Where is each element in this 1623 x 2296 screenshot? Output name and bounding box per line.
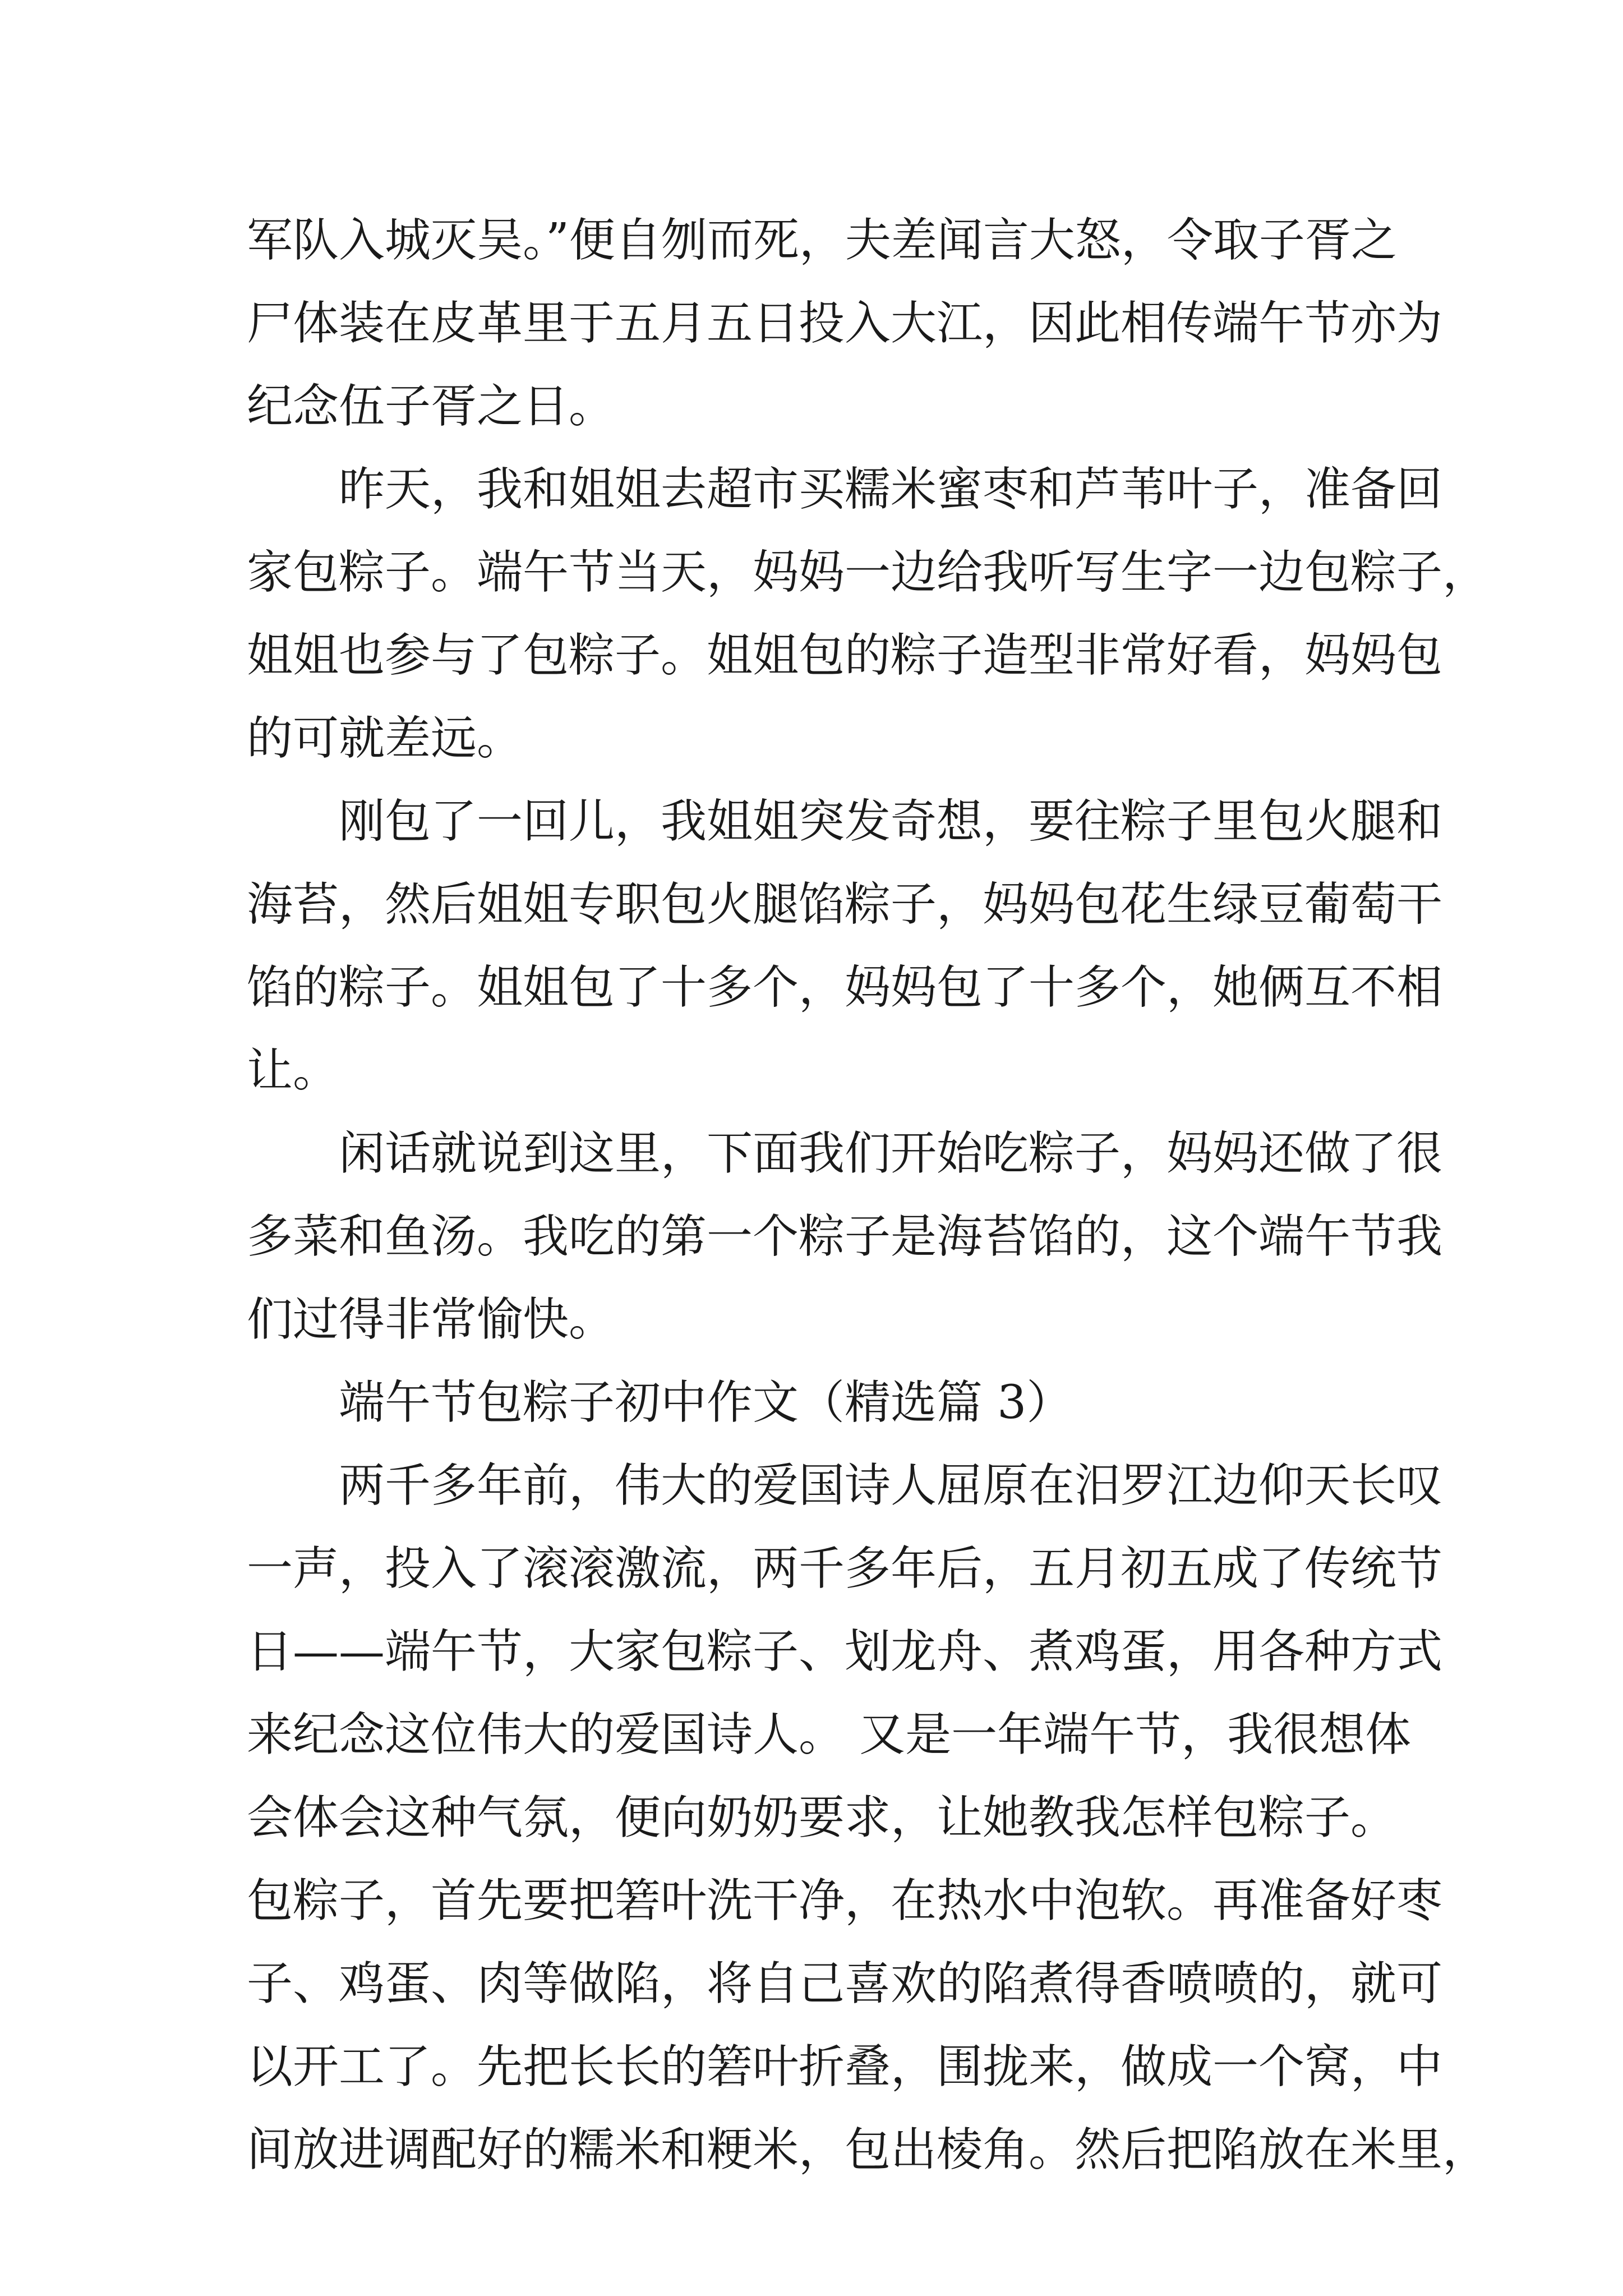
text-line: 两千多年前，伟大的爱国诗人屈原在汨罗江边仰天长叹 (339, 1459, 1443, 1512)
text-line: 来纪念这位伟大的爱国诗人。 又是一年端午节，我很想体 (247, 1708, 1412, 1761)
text-line: 会体会这种气氛，便向奶奶要求，让她教我怎样包粽子。 (247, 1791, 1397, 1844)
text-line: 让。 (247, 1044, 339, 1097)
text-line: 的可就差远。 (247, 712, 523, 765)
text-line: 姐姐也参与了包粽子。姐姐包的粽子造型非常好看，妈妈包 (247, 629, 1443, 682)
text-line: 闲话就说到这里，下面我们开始吃粽子，妈妈还做了很 (339, 1127, 1443, 1180)
text-line: 间放进调配好的糯米和粳米，包出棱角。然后把陷放在米里， (247, 2123, 1489, 2177)
text-line: 馅的粽子。姐姐包了十多个，妈妈包了十多个，她俩互不相 (247, 961, 1443, 1014)
text-line: 们过得非常愉快。 (247, 1293, 615, 1346)
text-line: 包粽子，首先要把箬叶洗干净，在热水中泡软。再准备好枣 (247, 1874, 1443, 1927)
text-line: 刚包了一回儿，我姐姐突发奇想，要往粽子里包火腿和 (339, 795, 1443, 848)
text-line: 家包粽子。端午节当天，妈妈一边给我听写生字一边包粽子， (247, 546, 1489, 599)
text-line: 军队入城灭吴。”便自刎而死，夫差闻言大怒，令取子胥之 (247, 214, 1397, 267)
text-line: 昨天，我和姐姐去超市买糯米蜜枣和芦苇叶子，准备回 (339, 463, 1443, 516)
text-line: 子、鸡蛋、肉等做陷，将自己喜欢的陷煮得香喷喷的，就可 (247, 1957, 1443, 2010)
text-line: 纪念伍子胥之日。 (247, 380, 615, 433)
text-line: 海苔，然后姐姐专职包火腿馅粽子，妈妈包花生绿豆葡萄干 (247, 878, 1443, 931)
text-line: 日——端午节，大家包粽子、划龙舟、煮鸡蛋，用各种方式 (247, 1625, 1443, 1678)
text-line: 多菜和鱼汤。我吃的第一个粽子是海苔馅的，这个端午节我 (247, 1210, 1443, 1263)
text-line: 端午节包粽子初中作文（精选篇 3） (339, 1376, 1073, 1429)
text-line: 尸体装在皮革里于五月五日投入大江，因此相传端午节亦为 (247, 297, 1443, 350)
text-line: 一声，投入了滚滚激流，两千多年后，五月初五成了传统节 (247, 1542, 1443, 1595)
document-body (247, 199, 1489, 2192)
text-line: 以开工了。先把长长的箬叶折叠，围拢来，做成一个窝，中 (247, 2040, 1443, 2093)
